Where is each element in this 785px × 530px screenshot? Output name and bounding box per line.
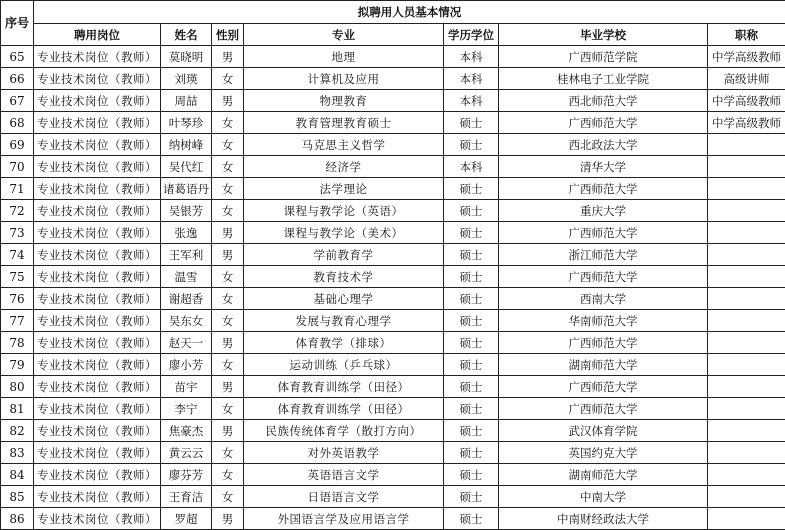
cell-gender: 女 <box>212 464 244 486</box>
cell-school: 西北政法大学 <box>499 134 708 156</box>
cell-degree: 硕士 <box>444 398 499 420</box>
cell-seq: 80 <box>1 376 34 398</box>
cell-title <box>708 266 785 288</box>
cell-name: 吴银芳 <box>161 200 212 222</box>
table-row <box>1 376 785 398</box>
cell-title <box>708 310 785 332</box>
cell-degree: 硕士 <box>444 420 499 442</box>
cell-gender: 男 <box>212 90 244 112</box>
table-row <box>1 442 785 464</box>
cell-title <box>708 156 785 178</box>
cell-major: 民族传统体育学（散打方向） <box>244 420 444 442</box>
cell-position: 专业技术岗位（教师） <box>34 332 161 354</box>
cell-gender: 男 <box>212 376 244 398</box>
header-name: 姓名 <box>161 24 212 46</box>
cell-position: 专业技术岗位（教师） <box>34 68 161 90</box>
cell-seq: 79 <box>1 354 34 376</box>
cell-gender: 女 <box>212 310 244 332</box>
cell-name: 温雪 <box>161 266 212 288</box>
cell-seq: 75 <box>1 266 34 288</box>
cell-gender: 女 <box>212 178 244 200</box>
cell-major: 日语语言文学 <box>244 486 444 508</box>
cell-name: 赵天一 <box>161 332 212 354</box>
cell-degree: 硕士 <box>444 442 499 464</box>
cell-school: 浙江师范大学 <box>499 244 708 266</box>
cell-gender: 男 <box>212 420 244 442</box>
cell-seq: 72 <box>1 200 34 222</box>
cell-seq: 68 <box>1 112 34 134</box>
cell-major: 对外英语教学 <box>244 442 444 464</box>
table-row <box>1 244 785 266</box>
cell-title <box>708 332 785 354</box>
table-row <box>1 46 785 68</box>
cell-school: 西南大学 <box>499 288 708 310</box>
cell-seq: 66 <box>1 68 34 90</box>
cell-seq: 70 <box>1 156 34 178</box>
cell-seq: 84 <box>1 464 34 486</box>
cell-position: 专业技术岗位（教师） <box>34 508 161 530</box>
table-body <box>1 46 785 530</box>
cell-major: 物理教育 <box>244 90 444 112</box>
cell-seq: 76 <box>1 288 34 310</box>
header-group-title: 拟聘用人员基本情况 <box>34 1 785 24</box>
cell-major: 外国语言学及应用语言学 <box>244 508 444 530</box>
cell-title <box>708 354 785 376</box>
cell-gender: 女 <box>212 442 244 464</box>
cell-position: 专业技术岗位（教师） <box>34 200 161 222</box>
cell-seq: 74 <box>1 244 34 266</box>
cell-major: 法学理论 <box>244 178 444 200</box>
cell-seq: 83 <box>1 442 34 464</box>
header-seq: 序号 <box>1 1 34 46</box>
cell-gender: 女 <box>212 68 244 90</box>
cell-name: 罗超 <box>161 508 212 530</box>
cell-title: 中学高级教师 <box>708 46 785 68</box>
table-row <box>1 420 785 442</box>
cell-position: 专业技术岗位（教师） <box>34 178 161 200</box>
header-major: 专业 <box>244 24 444 46</box>
cell-title <box>708 508 785 530</box>
table-row <box>1 486 785 508</box>
cell-degree: 硕士 <box>444 354 499 376</box>
header-school: 毕业学校 <box>499 24 708 46</box>
cell-seq: 86 <box>1 508 34 530</box>
cell-position: 专业技术岗位（教师） <box>34 156 161 178</box>
cell-position: 专业技术岗位（教师） <box>34 442 161 464</box>
cell-gender: 女 <box>212 134 244 156</box>
table-row <box>1 398 785 420</box>
cell-title <box>708 464 785 486</box>
cell-degree: 硕士 <box>444 178 499 200</box>
cell-name: 周喆 <box>161 90 212 112</box>
table-row <box>1 464 785 486</box>
cell-seq: 71 <box>1 178 34 200</box>
cell-position: 专业技术岗位（教师） <box>34 310 161 332</box>
cell-school: 华南师范大学 <box>499 310 708 332</box>
cell-title: 中学高级教师 <box>708 112 785 134</box>
cell-name: 叶琴珍 <box>161 112 212 134</box>
cell-degree: 硕士 <box>444 266 499 288</box>
cell-degree: 硕士 <box>444 310 499 332</box>
table-row <box>1 200 785 222</box>
cell-name: 纳树峰 <box>161 134 212 156</box>
cell-gender: 女 <box>212 200 244 222</box>
cell-school: 广西师范大学 <box>499 332 708 354</box>
cell-major: 学前教育学 <box>244 244 444 266</box>
cell-school: 重庆大学 <box>499 200 708 222</box>
cell-title <box>708 134 785 156</box>
cell-major: 体育教育训练学（田径） <box>244 376 444 398</box>
cell-gender: 男 <box>212 508 244 530</box>
cell-degree: 硕士 <box>444 112 499 134</box>
cell-gender: 男 <box>212 222 244 244</box>
cell-school: 英国约克大学 <box>499 442 708 464</box>
cell-school: 中南财经政法大学 <box>499 508 708 530</box>
cell-school: 广西师范大学 <box>499 376 708 398</box>
table-header-group-row <box>1 1 785 24</box>
cell-name: 谢超香 <box>161 288 212 310</box>
cell-gender: 女 <box>212 288 244 310</box>
cell-seq: 81 <box>1 398 34 420</box>
cell-gender: 女 <box>212 486 244 508</box>
cell-degree: 硕士 <box>444 332 499 354</box>
cell-major: 地理 <box>244 46 444 68</box>
cell-school: 中南大学 <box>499 486 708 508</box>
cell-position: 专业技术岗位（教师） <box>34 222 161 244</box>
table-row <box>1 112 785 134</box>
header-degree: 学历学位 <box>444 24 499 46</box>
cell-title <box>708 178 785 200</box>
cell-position: 专业技术岗位（教师） <box>34 112 161 134</box>
cell-major: 教育技术学 <box>244 266 444 288</box>
cell-seq: 85 <box>1 486 34 508</box>
cell-major: 基础心理学 <box>244 288 444 310</box>
header-position: 聘用岗位 <box>34 24 161 46</box>
cell-degree: 硕士 <box>444 486 499 508</box>
cell-gender: 女 <box>212 354 244 376</box>
cell-degree: 硕士 <box>444 222 499 244</box>
table-row <box>1 68 785 90</box>
cell-title <box>708 398 785 420</box>
cell-school: 广西师范大学 <box>499 112 708 134</box>
cell-degree: 硕士 <box>444 376 499 398</box>
table-row <box>1 156 785 178</box>
cell-title: 中学高级教师 <box>708 90 785 112</box>
cell-title <box>708 200 785 222</box>
cell-position: 专业技术岗位（教师） <box>34 486 161 508</box>
cell-major: 马克思主义哲学 <box>244 134 444 156</box>
cell-name: 苗宇 <box>161 376 212 398</box>
cell-seq: 78 <box>1 332 34 354</box>
cell-title <box>708 244 785 266</box>
cell-title <box>708 376 785 398</box>
cell-name: 张逸 <box>161 222 212 244</box>
cell-major: 英语语言文学 <box>244 464 444 486</box>
cell-school: 广西师范大学 <box>499 398 708 420</box>
cell-name: 李宁 <box>161 398 212 420</box>
cell-seq: 67 <box>1 90 34 112</box>
table-row <box>1 508 785 530</box>
cell-degree: 硕士 <box>444 508 499 530</box>
cell-degree: 硕士 <box>444 134 499 156</box>
cell-position: 专业技术岗位（教师） <box>34 46 161 68</box>
table-row <box>1 310 785 332</box>
table-row <box>1 178 785 200</box>
table-column-header-row <box>1 24 785 46</box>
cell-position: 专业技术岗位（教师） <box>34 464 161 486</box>
cell-title <box>708 420 785 442</box>
cell-degree: 本科 <box>444 68 499 90</box>
cell-gender: 女 <box>212 398 244 420</box>
cell-seq: 77 <box>1 310 34 332</box>
cell-school: 广西师范大学 <box>499 178 708 200</box>
cell-major: 经济学 <box>244 156 444 178</box>
cell-position: 专业技术岗位（教师） <box>34 90 161 112</box>
cell-title <box>708 222 785 244</box>
cell-school: 广西师范大学 <box>499 266 708 288</box>
cell-position: 专业技术岗位（教师） <box>34 134 161 156</box>
cell-gender: 男 <box>212 46 244 68</box>
cell-title: 高级讲师 <box>708 68 785 90</box>
cell-name: 廖芬芳 <box>161 464 212 486</box>
cell-name: 刘瑛 <box>161 68 212 90</box>
cell-degree: 本科 <box>444 46 499 68</box>
cell-major: 体育教学（排球） <box>244 332 444 354</box>
cell-school: 西北师范大学 <box>499 90 708 112</box>
cell-gender: 女 <box>212 112 244 134</box>
cell-name: 吴东女 <box>161 310 212 332</box>
table-row <box>1 222 785 244</box>
cell-name: 焦豪杰 <box>161 420 212 442</box>
cell-school: 武汉体育学院 <box>499 420 708 442</box>
cell-gender: 男 <box>212 244 244 266</box>
cell-degree: 硕士 <box>444 200 499 222</box>
cell-position: 专业技术岗位（教师） <box>34 244 161 266</box>
table-row <box>1 90 785 112</box>
cell-title <box>708 288 785 310</box>
cell-degree: 硕士 <box>444 244 499 266</box>
cell-degree: 本科 <box>444 90 499 112</box>
cell-major: 课程与教学论（英语） <box>244 200 444 222</box>
cell-name: 黄云云 <box>161 442 212 464</box>
cell-name: 王军利 <box>161 244 212 266</box>
cell-major: 发展与教育心理学 <box>244 310 444 332</box>
cell-school: 桂林电子工业学院 <box>499 68 708 90</box>
table-row <box>1 288 785 310</box>
table-row <box>1 134 785 156</box>
cell-position: 专业技术岗位（教师） <box>34 398 161 420</box>
cell-major: 运动训练（乒乓球） <box>244 354 444 376</box>
cell-degree: 硕士 <box>444 288 499 310</box>
cell-seq: 65 <box>1 46 34 68</box>
cell-major: 体育教育训练学（田径） <box>244 398 444 420</box>
cell-title <box>708 442 785 464</box>
table-row <box>1 266 785 288</box>
cell-school: 广西师范学院 <box>499 46 708 68</box>
cell-name: 诸葛语丹 <box>161 178 212 200</box>
cell-major: 计算机及应用 <box>244 68 444 90</box>
cell-school: 湖南师范大学 <box>499 354 708 376</box>
cell-seq: 73 <box>1 222 34 244</box>
header-title: 职称 <box>708 24 785 46</box>
cell-name: 王育洁 <box>161 486 212 508</box>
cell-school: 广西师范大学 <box>499 222 708 244</box>
cell-gender: 女 <box>212 266 244 288</box>
cell-degree: 硕士 <box>444 464 499 486</box>
table-row <box>1 354 785 376</box>
cell-gender: 女 <box>212 156 244 178</box>
table-row <box>1 332 785 354</box>
cell-position: 专业技术岗位（教师） <box>34 420 161 442</box>
cell-major: 课程与教学论（美术） <box>244 222 444 244</box>
cell-position: 专业技术岗位（教师） <box>34 266 161 288</box>
cell-name: 吴代红 <box>161 156 212 178</box>
cell-position: 专业技术岗位（教师） <box>34 354 161 376</box>
cell-gender: 男 <box>212 332 244 354</box>
cell-title <box>708 486 785 508</box>
cell-name: 莫晓明 <box>161 46 212 68</box>
cell-school: 湖南师范大学 <box>499 464 708 486</box>
cell-major: 教育管理教育硕士 <box>244 112 444 134</box>
cell-name: 廖小芳 <box>161 354 212 376</box>
header-gender: 性别 <box>212 24 244 46</box>
cell-position: 专业技术岗位（教师） <box>34 376 161 398</box>
cell-seq: 69 <box>1 134 34 156</box>
cell-school: 清华大学 <box>499 156 708 178</box>
cell-position: 专业技术岗位（教师） <box>34 288 161 310</box>
cell-degree: 本科 <box>444 156 499 178</box>
cell-seq: 82 <box>1 420 34 442</box>
